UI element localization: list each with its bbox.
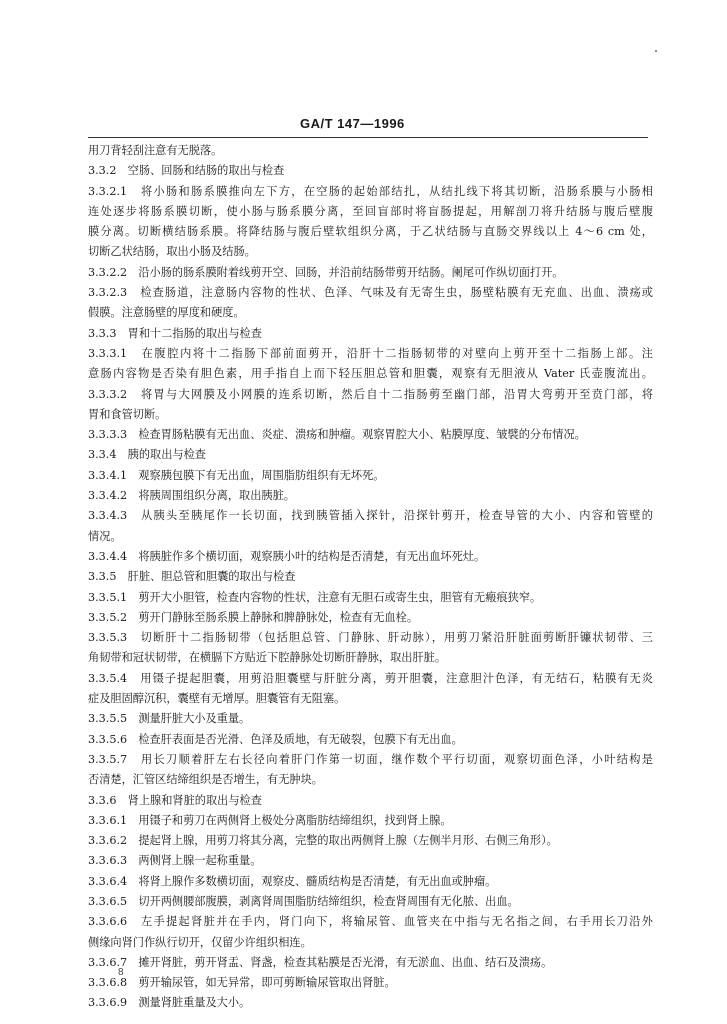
- text-line: 3.3.6.6 左手提起肾脏并在手内，肾门向下，将输尿管、血管夹在中指与无名指之间，右手用长刀沿外: [88, 915, 653, 929]
- text-line: 3.3.5.6 检查肝表面是否光滑、色泽及质地，有无破裂，包膜下有无出血。: [88, 732, 463, 746]
- text-line: 3.3.2 空肠、回肠和结肠的取出与检查: [88, 164, 285, 178]
- text-line: 3.3.6.4 将肾上腺作多数横切面，观察皮、髓质结构是否清楚，有无出血或肿瘤。: [88, 874, 497, 888]
- text-line: 3.3.5.2 剪开门静脉至肠系膜上静脉和脾静脉处，检查有无血栓。: [88, 610, 419, 624]
- text-line: 情况。: [88, 529, 122, 543]
- text-line: 3.3.5.1 剪开大小胆管，检查内容物的性状，注意有无胆石或寄生虫，胆管有无瘢痕狭窄。: [88, 590, 542, 604]
- text-line: 3.3.3.2 将胃与大网膜及小网膜的连系切断，然后自十二指肠剪至幽门部，沿胃大弯剪开至贲门部，将: [88, 387, 653, 401]
- text-line: 症及胆固醇沉积，囊壁有无增厚。胆囊管有无阻塞。: [88, 692, 346, 706]
- text-line: 3.3.6.1 用镊子和剪刀在两侧肾上极处分离脂肪结缔组织，找到肾上腺。: [88, 813, 452, 827]
- text-line: 3.3.4.2 将胰周围组织分离，取出胰脏。: [88, 489, 295, 503]
- text-line: 3.3.3 胃和十二指肠的取出与检查: [88, 326, 262, 340]
- page-number: 8: [118, 967, 124, 978]
- text-line: 3.3.5.5 测量肝脏大小及重量。: [88, 712, 251, 726]
- text-line: 3.3.6.2 提起肾上腺，用剪刀将其分离，完整的取出两侧肾上腺（左侧半月形、右侧三角形）。: [88, 834, 558, 848]
- text-line: 切断乙状结肠，取出小肠及结肠。: [88, 245, 256, 259]
- text-line: 胃和食管切断。: [88, 407, 167, 421]
- text-line: 3.3.2.2 沿小肠的肠系膜附着线剪开空、回肠，并沿前结肠带剪开结肠。阑尾可作纵切面打开。: [88, 265, 564, 279]
- text-line: 3.3.3.1 在腹腔内将十二指肠下部前面剪开，沿肝十二指肠韧带的对壁向上剪开至十二指肠上部。注: [88, 346, 653, 360]
- text-line: 角韧带和冠状韧带，在横膈下方贴近下腔静脉处切断肝静脉，取出肝脏。: [88, 651, 447, 665]
- text-line: 3.3.2.1 将小肠和肠系膜推向左下方，在空肠的起始部结扎，从结扎线下将其切断，沿肠系膜与小肠相: [88, 184, 653, 198]
- text-line: 3.3.5.7 用长刀顺着肝左右长径向着肝门作第一切面，继作数个平行切面，观察切面色泽，小叶结构是: [88, 752, 653, 766]
- text-line: 3.3.5.3 切断肝十二指肠韧带（包括胆总管、门静脉、肝动脉），用剪刀紧沿肝脏面剪断肝镰状韧带、三: [88, 631, 653, 645]
- text-line: 3.3.4 胰的取出与检查: [88, 448, 206, 462]
- text-line: 3.3.2.3 检查肠道，注意肠内容物的性状、色泽、气味及有无寄生虫，肠壁粘膜有无充血、出血、溃疡或: [88, 286, 653, 300]
- text-line: 假膜。注意肠壁的厚度和硬度。: [88, 306, 245, 320]
- text-line: 3.3.6.3 两侧肾上腺一起称重量。: [88, 854, 262, 868]
- text-line: 3.3.6.9 测量肾脏重量及大小。: [88, 996, 251, 1010]
- text-line: 3.3.4.1 观察胰包膜下有无出血，周围脂肪组织有无坏死。: [88, 468, 385, 482]
- text-line: 3.3.3.3 检查胃肠粘膜有无出血、炎症、溃疡和肿瘤。观察胃腔大小、粘膜厚度、皱襞的分布情况。: [88, 428, 586, 442]
- text-line: 用刀背轻刮注意有无脱落。: [88, 144, 223, 157]
- text-line: 3.3.5 肝脏、胆总管和胆囊的取出与检查: [88, 570, 296, 584]
- scan-speck: [655, 50, 657, 52]
- body-text: [88, 141, 653, 1014]
- text-line: 3.3.6.8 剪开输尿管，如无异常，即可剪断输尿管取出肾脏。: [88, 976, 396, 990]
- text-line: 侧缘向肾门作纵行切开，仅留少许组织相连。: [88, 935, 312, 949]
- text-line: 3.3.4.3 从胰头至胰尾作一长切面，找到胰管插入探针，沿探针剪开，检查导管的大小、内容和管壁的: [88, 509, 653, 523]
- text-line: 意肠内容物是否染有胆色素，用手指自上而下轻压胆总管和胆囊，观察有无胆液从 Vater 氏壶腹流出。: [88, 367, 653, 381]
- text-line: 3.3.6.7 摊开肾脏，剪开肾盂、肾盏，检查其粘膜是否光滑，有无淤血、出血、结石及溃疡。: [88, 955, 553, 969]
- text-line: 3.3.6.5 切开两侧腰部腹膜，剥离肾周围脂肪结缔组织，检查肾周围有无化脓、出血。: [88, 894, 519, 908]
- text-line: 膜分离。切断横结肠系膜。将降结肠与腹后壁软组织分离，于乙状结肠与直肠交界线以上 4～6 cm 处，: [88, 225, 653, 239]
- standard-code-header: GA/T 147—1996: [300, 116, 405, 131]
- text-line: 3.3.4.4 将胰脏作多个横切面，观察胰小叶的结构是否清楚，有无出血坏死灶。: [88, 549, 486, 563]
- text-line: 3.3.6 肾上腺和肾脏的取出与检查: [88, 793, 262, 807]
- text-line: 连处逐步将肠系膜切断，使小肠与肠系膜分离，至回盲部时将盲肠提起，用解剖刀将升结肠与腹后壁腹: [88, 204, 653, 218]
- header-rule: [88, 137, 648, 138]
- text-line: 否清楚，汇管区结缔组织是否增生，有无肿块。: [88, 773, 323, 787]
- text-line: 3.3.5.4 用镊子提起胆囊，用剪沿胆囊壁与肝脏分离，剪开胆囊，注意胆汁色泽，有无结石，粘膜有无炎: [88, 671, 653, 685]
